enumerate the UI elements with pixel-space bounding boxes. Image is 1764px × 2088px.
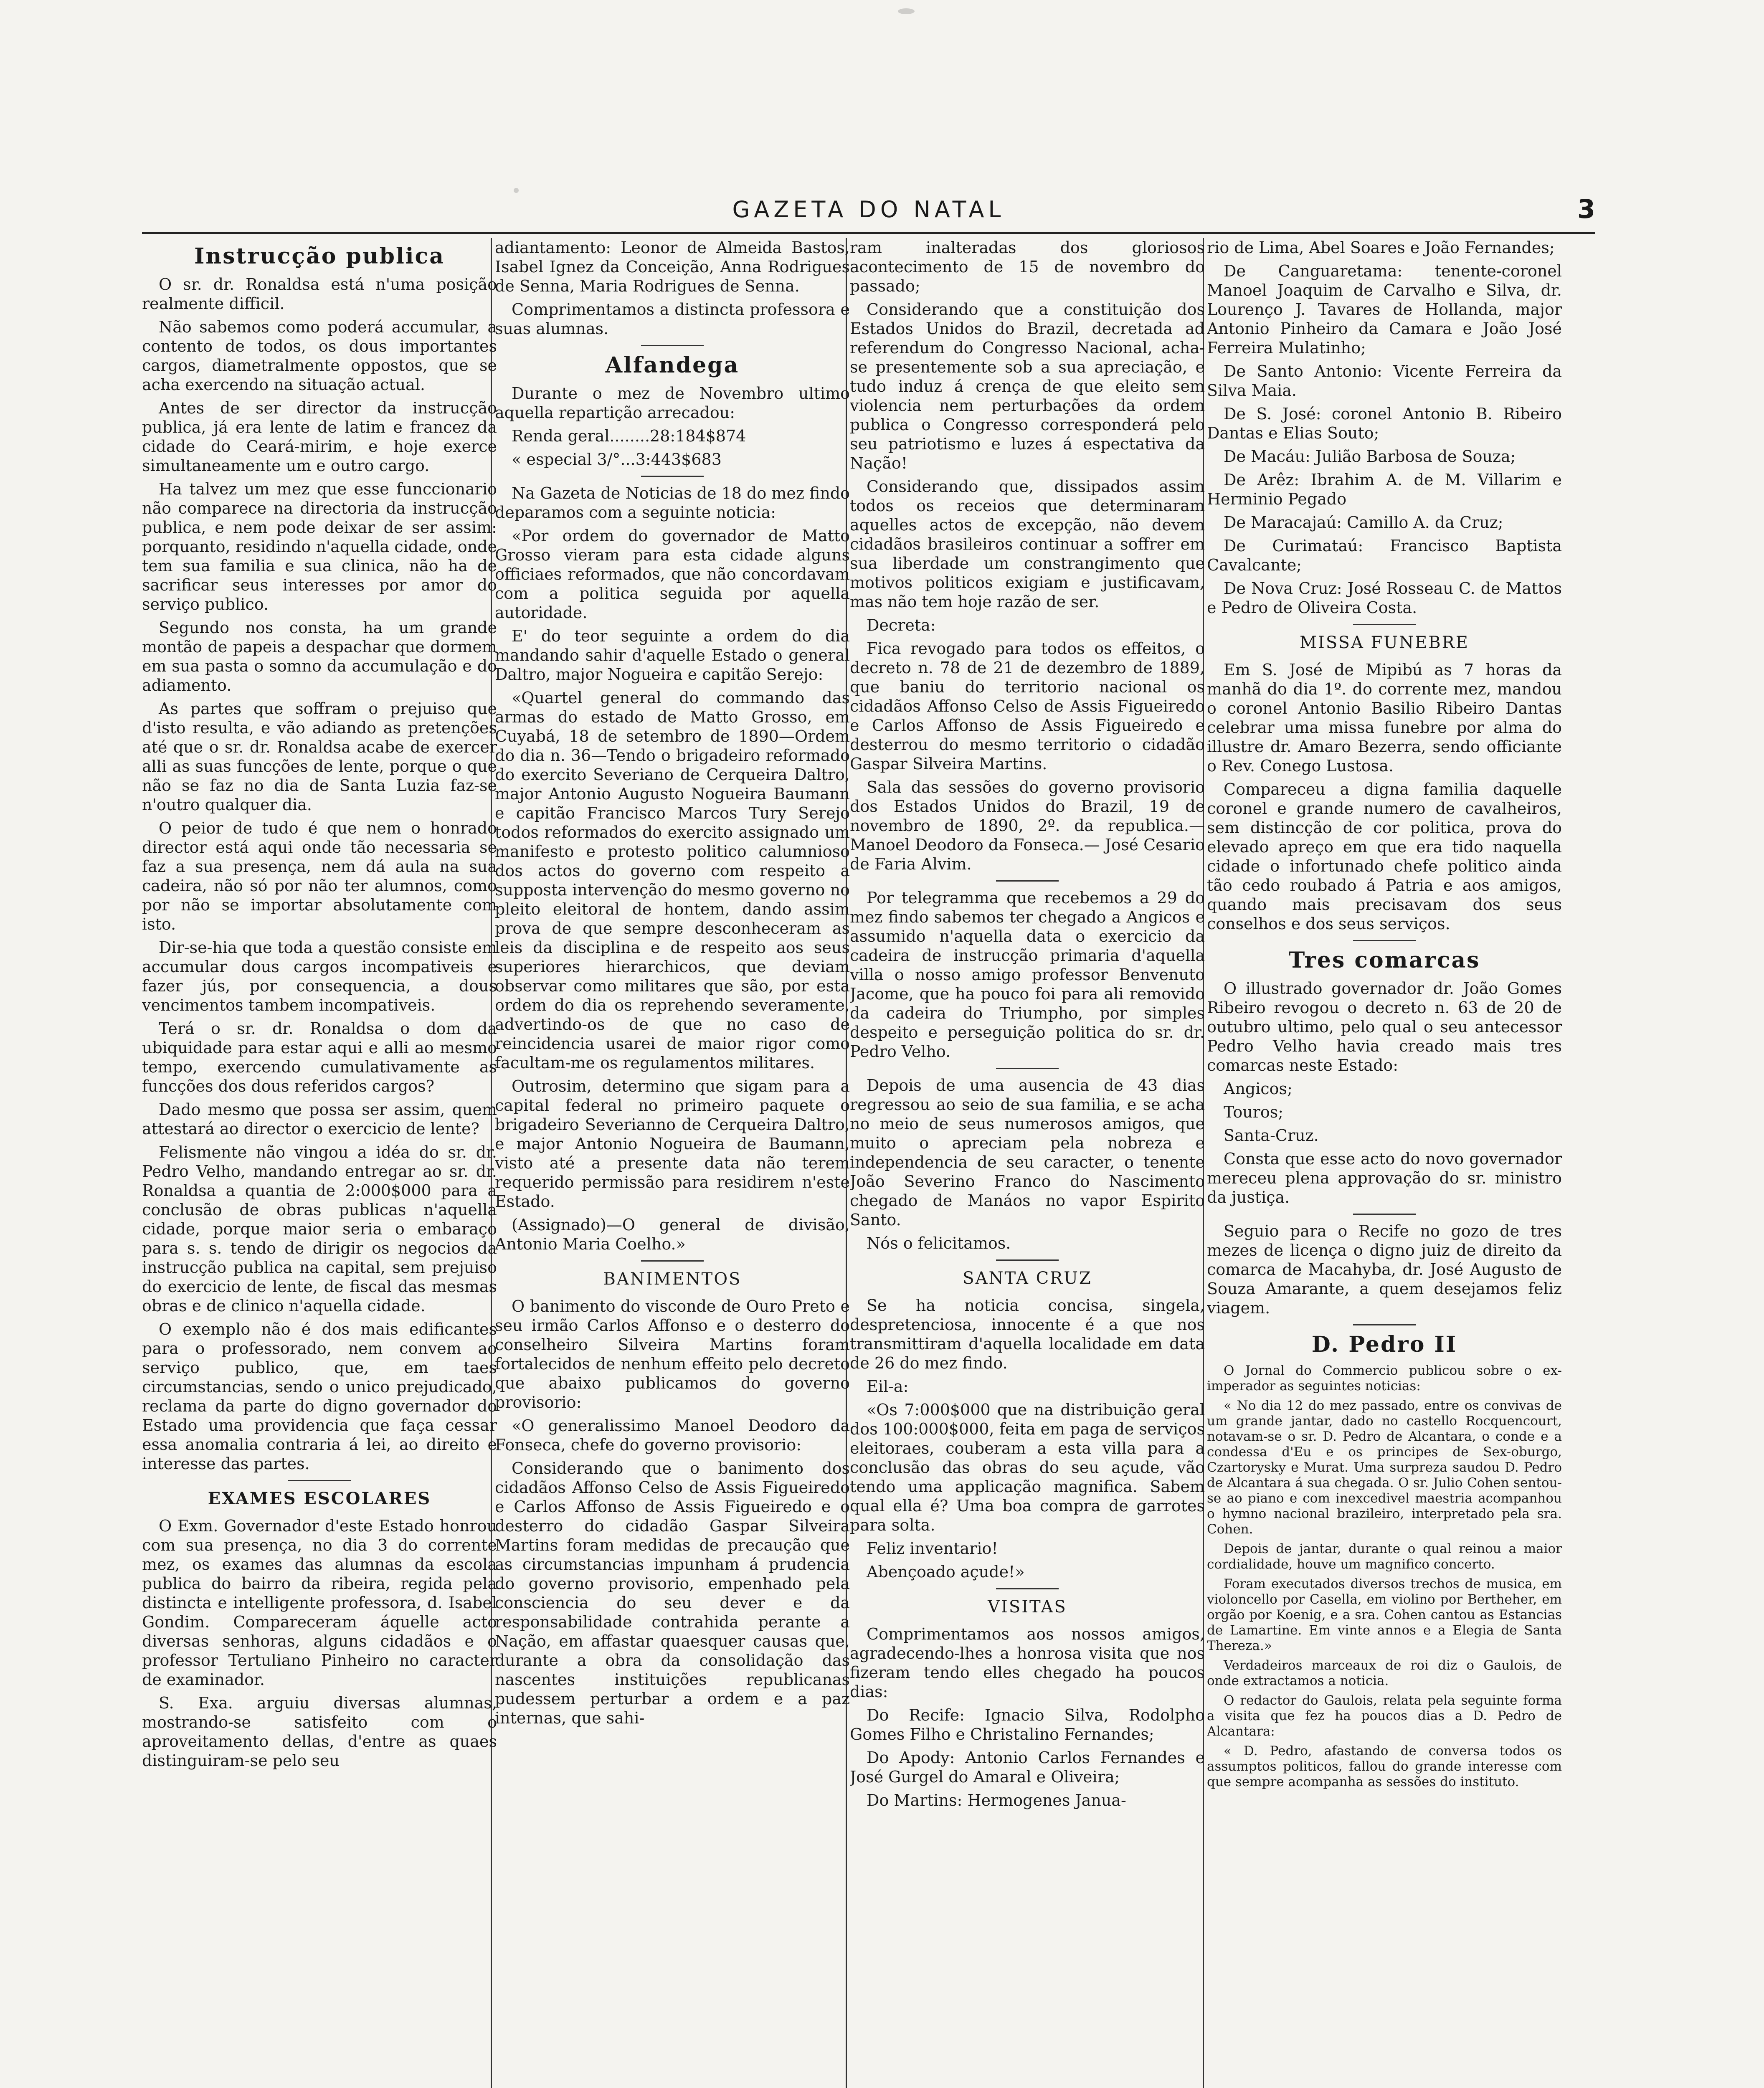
paragraph: Feliz inventario! <box>867 1539 998 1558</box>
ink-speck <box>514 188 519 193</box>
paragraph: Considerando que, dissipados assim todos os receios que determinaram aquelles actos de excepção, não devem cidadãos brasileiros continuar a soffrer em sua liberdade um constrangimento que motivos politicos exigiam e justificavam, mas não tem hoje razão de ser. <box>850 477 1205 611</box>
article-heading: Instrucção publica <box>194 243 445 269</box>
column-1 <box>142 238 497 2088</box>
paragraph: De Maracajaú: Camillo A. da Cruz; <box>1224 513 1503 532</box>
paragraph: Segundo nos consta, ha um grande montão de papeis a despachar que dormem em sua pasta o somno da accumulação e do adiamento. <box>142 618 497 694</box>
paragraph: Comprimentamos a distincta professora e suas alumnas. <box>495 300 850 338</box>
paragraph: As partes que soffram o prejuiso que d'isto resulta, e vão adiando as pretenções até que o sr. dr. Ronaldsa acabe de exercer alli as suas funcções de lente, porque o que não se faz no dia de Santa Luzia faz-se n'outro qualquer dia. <box>142 699 497 814</box>
paragraph: O redactor do Gaulois, relata pela seguinte forma a visita que fez ha poucos dias a D. Pedro de Alcantara: <box>1207 1693 1562 1739</box>
paragraph: Durante o mez de Novembro ultimo aquella repartição arrecadou: <box>495 384 850 422</box>
paragraph: Depois de uma ausencia de 43 dias regressou ao seio de sua familia, e se acha no meio de seus numerosos amigos, que muito o apreciam pela nobreza e independencia de seu caracter, o tenente João Severino Franco do Nascimento chegado de Manáos no vapor Espirito Santo. <box>850 1076 1205 1229</box>
paragraph: Outrosim, determino que sigam para a capital federal no primeiro paquete o brigadeiro Severianno de Cerqueira Daltro, e major Antonio Nogueira de Baumann, visto até a presente data não terem requerido permissão para residirem n'este Estado. <box>495 1077 850 1211</box>
paragraph: De Arêz: Ibrahim A. de M. Villarim e Herminio Pegado <box>1207 471 1562 508</box>
paragraph: ram inalteradas dos gloriosos acontecimento de 15 de novembro do passado; <box>850 238 1205 295</box>
article-heading: D. Pedro II <box>1311 1332 1457 1357</box>
article-heading: EXAMES ESCOLARES <box>208 1489 431 1508</box>
paragraph: O Jornal do Commercio publicou sobre o ex-imperador as seguintes noticias: <box>1207 1363 1562 1394</box>
paragraph: Dir-se-hia que toda a questão consiste em accumular dous cargos incompativeis e fazer jús, por consequencia, a dous vencimentos tambem incompativeis. <box>142 938 497 1014</box>
separator <box>996 1068 1059 1069</box>
paragraph: O peior de tudo é que nem o honrado director está aqui onde tão necessaria se faz a sua presença, nem dá aula na sua cadeira, não só por não ter alumnos, como por não se importar absolutamente com isto. <box>142 819 497 933</box>
paragraph: Por telegramma que recebemos a 29 do mez findo sabemos ter chegado a Angicos e assumido n'aquella data o exercicio da cadeira de instrucção primaria d'aquella villa o nosso amigo professor Benvenuto Jacome, que ha pouco foi para ali removido da cadeira do Triumpho, por simples despeito e perseguição politica do sr. dr. Pedro Velho. <box>850 889 1205 1061</box>
paragraph: Seguio para o Recife no gozo de tres mezes de licença o digno juiz de direito da comarca de Macahyba, dr. José Augusto de Souza Amarante, a quem desejamos feliz viagem. <box>1207 1222 1562 1317</box>
paragraph: Nós o felicitamos. <box>867 1234 1011 1252</box>
separator <box>1353 624 1416 625</box>
article-heading: VISITAS <box>988 1597 1067 1617</box>
paragraph: Compareceu a digna familia daquelle coronel e grande numero de cavalheiros, sem distincção de cor politica, prova do elevado apreço em que era tido naquella cidade o infortunado chefe politico ainda tão cedo roubado á Patria e aos amigos, quando mais precisavam dos seus conselhos e dos seus serviços. <box>1207 780 1562 933</box>
paragraph: Dado mesmo que possa ser assim, quem attestará ao director o exercicio de lente? <box>142 1100 497 1138</box>
paragraph: Abençoado açude!» <box>867 1563 1025 1581</box>
paragraph: De Macáu: Julião Barbosa de Souza; <box>1224 447 1516 466</box>
paragraph: O sr. dr. Ronaldsa está n'uma posição realmente difficil. <box>142 275 497 313</box>
paragraph: Eil-a: <box>867 1377 909 1396</box>
paragraph: Foram executados diversos trechos de musica, em violoncello por Casella, em violino por Bertheher, em orgão por Koenig, e a sra. Cohen cantou as Estancias de Lamartine. Em vinte annos e a Elegia de Santa Thereza.» <box>1207 1576 1562 1653</box>
paragraph: Considerando que a constituição dos Estados Unidos do Brazil, decretada ad referendum do Congresso Nacional, acha-se presentemente sob a sua apreciação, e tudo induz á crença de que eleito sem violencia nem perturbações da ordem publica o Congresso corresponderá pelo seu patriotismo e luzes á espectativa da Nação! <box>850 300 1205 472</box>
separator <box>1353 940 1416 941</box>
paragraph: Depois de jantar, durante o qual reinou a maior cordialidade, houve um magnifico concerto. <box>1207 1541 1562 1572</box>
paragraph: Se ha noticia concisa, singela, despretenciosa, innocente é a que nos transmittiram d'aquella localidade em data de 26 do mez findo. <box>850 1296 1205 1372</box>
paragraph: « No dia 12 do mez passado, entre os convivas de um grande jantar, dado no castello Rocquencourt, notavam-se o sr. D. Pedro de Alcantara, o conde e a condessa d'Eu e os principes de Sex-oburgo, Czartorysky e Murat. Uma surpreza saudou D. Pedro de Alcantara á sua chegada. O sr. Julio Cohen sentou-se ao piano e com inexcedivel maestria acompanhou o hymno nacional brazileiro, interpretado pela sra. Cohen. <box>1207 1398 1562 1537</box>
paragraph: Touros; <box>1224 1103 1284 1121</box>
paragraph: Na Gazeta de Noticias de 18 do mez findo deparamos com a seguinte noticia: <box>495 484 850 522</box>
separator <box>996 1588 1059 1589</box>
article-heading: MISSA FUNEBRE <box>1300 633 1469 652</box>
paragraph: De Santo Antonio: Vicente Ferreira da Silva Maia. <box>1207 362 1562 400</box>
paragraph: «Os 7:000$000 que na distribuição geral dos 100:000$000, feita em paga de serviços eleitoraes, couberam a esta villa para a conclusão das obras do seu açude, vão tendo uma applicação magnifica. Sabem qual ella é? Uma boa compra de garrotes para solta. <box>850 1401 1205 1534</box>
separator <box>996 1259 1059 1261</box>
paragraph: Terá o sr. dr. Ronaldsa o dom da ubiquidade para estar aqui e alli ao mesmo tempo, exercendo cumulativamente as funcções dos dous referidos cargos? <box>142 1019 497 1095</box>
ink-speck <box>898 8 915 14</box>
paragraph: De S. José: coronel Antonio B. Ribeiro Dantas e Elias Souto; <box>1207 405 1562 442</box>
paragraph: adiantamento: Leonor de Almeida Bastos, Isabel Ignez da Conceição, Anna Rodrigues de Senna, Maria Rodrigues de Senna. <box>495 238 850 295</box>
separator <box>1353 1324 1416 1325</box>
column-2 <box>495 238 850 2088</box>
paragraph: Do Recife: Ignacio Silva, Rodolpho Gomes Filho e Christalino Fernandes; <box>850 1706 1205 1743</box>
column-3 <box>850 238 1205 2088</box>
header-rule <box>142 232 1595 234</box>
paragraph: Não sabemos como poderá accumular, a contento de todos, os dous importantes cargos, diametralmente oppostos, que se acha exercendo na situação actual. <box>142 318 497 394</box>
paragraph: « especial 3/°...3:443$683 <box>512 450 722 469</box>
paragraph: E' do teor seguinte a ordem do dia mandando sahir d'aquelle Estado o general Daltro, major Nogueira e capitão Serejo: <box>495 627 850 684</box>
page-number: 3 <box>1577 194 1595 224</box>
paragraph: Felismente não vingou a idéa do sr. dr. Pedro Velho, mandando entregar ao sr. dr. Ronaldsa a quantia de 2:000$000 para a conclusão de obras publicas n'aquella cidade, porque maior seria o embaraço para s. s. tendo de dirigir os negocios da instrucção publica na capital, sem prejuiso do exercicio de lente, de fiscal das mesmas obras e de clinico n'aquella cidade. <box>142 1143 497 1315</box>
paragraph: De Curimataú: Francisco Baptista Cavalcante; <box>1207 537 1562 574</box>
paragraph: Do Martins: Hermogenes Janua- <box>867 1791 1126 1809</box>
column-4 <box>1207 238 1562 2088</box>
paragraph: «O generalissimo Manoel Deodoro da Fonseca, chefe do governo provisorio: <box>495 1416 850 1454</box>
separator <box>641 1260 704 1262</box>
paragraph: Sala das sessões do governo provisorio dos Estados Unidos do Brazil, 19 de novembro de 1890, 2º. da republica.—Manoel Deodoro da Fonseca.— José Cesario de Faria Alvim. <box>850 778 1205 873</box>
paragraph: rio de Lima, Abel Soares e João Fernandes; <box>1207 238 1555 257</box>
article-heading: SANTA CRUZ <box>963 1269 1092 1288</box>
paragraph: O banimento do visconde de Ouro Preto e seu irmão Carlos Affonso e o desterro do conselheiro Silveira Martins foram fortalecidos de nenhum effeito pelo decreto que abaixo publicamos do governo provisorio: <box>495 1297 850 1411</box>
paragraph: O illustrado governador dr. João Gomes Ribeiro revogou o decreto n. 63 de 20 de outubro ultimo, pelo qual o seu antecessor Pedro Velho havia creado mais tres comarcas neste Estado: <box>1207 979 1562 1074</box>
paragraph: O Exm. Governador d'este Estado honrou com sua presença, no dia 3 do corrente mez, os exames das alumnas da escola publica do bairro da ribeira, regida pela distincta e intelligente professora, d. Isabel Gondim. Compareceram áquelle acto diversas senhoras, alguns cidadãos e o professor Tertuliano Pinheiro no caracter de examinador. <box>142 1517 497 1689</box>
paragraph: Do Apody: Antonio Carlos Fernandes e José Gurgel do Amaral e Oliveira; <box>850 1748 1205 1786</box>
paragraph: Consta que esse acto do novo governador mereceu plena approvação do sr. ministro da justiça. <box>1207 1150 1562 1206</box>
small-print-section <box>1207 1363 1562 1790</box>
separator <box>288 1480 351 1481</box>
paragraph: Verdadeiros marceaux de roi diz o Gaulois, de onde extractamos a noticia. <box>1207 1658 1562 1688</box>
separator <box>641 345 704 346</box>
paragraph: Santa-Cruz. <box>1224 1126 1319 1145</box>
paragraph: O exemplo não é dos mais edificantes para o professorado, nem convem ao serviço publico, que, em taes circumstancias, sendo o unico prejudicado, reclama da parte do digno governador do Estado uma providencia que faça cessar essa anomalia contraria á lei, ao direito e interesse das partes. <box>142 1320 497 1473</box>
separator <box>996 880 1059 882</box>
paragraph: Renda geral........28:184$874 <box>512 427 746 445</box>
page-header <box>142 196 1595 230</box>
separator <box>1353 1214 1416 1215</box>
paragraph: De Canguaretama: tenente-coronel Manoel Joaquim de Carvalho e Silva, dr. Lourenço J. Tavares de Hollanda, major Antonio Pinheiro da Camara e João José Ferreira Mulatinho; <box>1207 262 1562 357</box>
paragraph: «Quartel general do commando das armas do estado de Matto Grosso, em Cuyabá, 18 de setembro de 1890—Ordem do dia n. 36—Tendo o brigadeiro reformado do exercito Severiano de Cerqueira Daltro, major Antonio Augusto Nogueira Baumann e capitão Francisco Marcos Tury Serejo todos reformados do exercito assignado um manifesto e protesto politico calumnioso dos actos do governo com respeito a supposta intervenção do mesmo governo no pleito eleitoral de hontem, dando assim prova de que sempre desconheceram as leis da disciplina e de respeito aos seus superiores hierarchicos, que deviam observar como militares que são, por esta ordem do dia os reprehendo severamente, advertindo-os de que no caso de reincidencia usarei de maior rigor como facultam-me os regulamentos militares. <box>495 689 850 1072</box>
paragraph: Em S. José de Mipibú as 7 horas da manhã do dia 1º. do corrente mez, mandou o coronel Antonio Basilio Ribeiro Dantas celebrar uma missa funebre por alma do illustre dr. Amaro Bezerra, sendo officiante o Rev. Conego Lustosa. <box>1207 661 1562 775</box>
paragraph: Decreta: <box>867 616 936 634</box>
newspaper-title: GAZETA DO NATAL <box>732 196 1005 223</box>
article-heading: BANIMENTOS <box>603 1270 742 1289</box>
paragraph: S. Exa. arguiu diversas alumnas, mostrando-se satisfeito com o aproveitamento dellas, d'entre as quaes distinguiram-se pelo seu <box>142 1694 497 1770</box>
separator <box>641 476 704 477</box>
paragraph: «Por ordem do governador de Matto Grosso vieram para esta cidade alguns officiaes reformados, que não concordavam com a politica seguida por aquella autoridade. <box>495 527 850 622</box>
paragraph: Considerando que o banimento dos cidadãos Affonso Celso de Assis Figueiredo e Carlos Affonso de Assis Figueiredo e o desterro do cidadão Gaspar Silveira Martins foram medidas de precaução que as circumstancias impunham á prudencia do governo provisorio, empenhado pela consciencia do seu dever e da responsabilidade contrahida perante a Nação, em affastar quaesquer causas que, durante a obra da consolidação das nascentes instituições republicanas pudessem perturbar a ordem e a paz internas, que sahi- <box>495 1459 850 1727</box>
paragraph: De Nova Cruz: José Rosseau C. de Mattos e Pedro de Oliveira Costa. <box>1207 579 1562 617</box>
paragraph: Comprimentamos aos nossos amigos, agradecendo-lhes a honrosa visita que nos fizeram tendo elles chegado ha poucos dias: <box>850 1625 1205 1701</box>
article-heading: Alfandega <box>605 352 740 378</box>
paragraph: « D. Pedro, afastando de conversa todos os assumptos politicos, fallou do grande interesse com que sempre acompanha as sessões do instituto. <box>1207 1743 1562 1789</box>
article-heading: Tres comarcas <box>1288 948 1480 973</box>
paragraph: Antes de ser director da instrucção publica, já era lente de latim e francez da cidade do Ceará-mirim, e hoje exerce simultaneamente um e outro cargo. <box>142 399 497 475</box>
paragraph: Ha talvez um mez que esse funccionario não comparece na directoria da instrucção publica, e nem pode deixar de ser assim: porquanto, residindo n'aquella cidade, onde tem sua familia e sua clinica, não ha de sacrificar seus interesses por amor do serviço publico. <box>142 480 497 613</box>
paragraph: Angicos; <box>1224 1079 1293 1098</box>
paragraph: Fica revogado para todos os effeitos, o decreto n. 78 de 21 de dezembro de 1889, que baniu do territorio nacional os cidadãos Affonso Celso de Assis Figueiredo e Carlos Affonso de Assis Figueiredo e desterrou do mesmo territorio o cidadão Gaspar Silveira Martins. <box>850 639 1205 773</box>
paragraph: (Assignado)—O general de divisão, Antonio Maria Coelho.» <box>495 1216 850 1253</box>
